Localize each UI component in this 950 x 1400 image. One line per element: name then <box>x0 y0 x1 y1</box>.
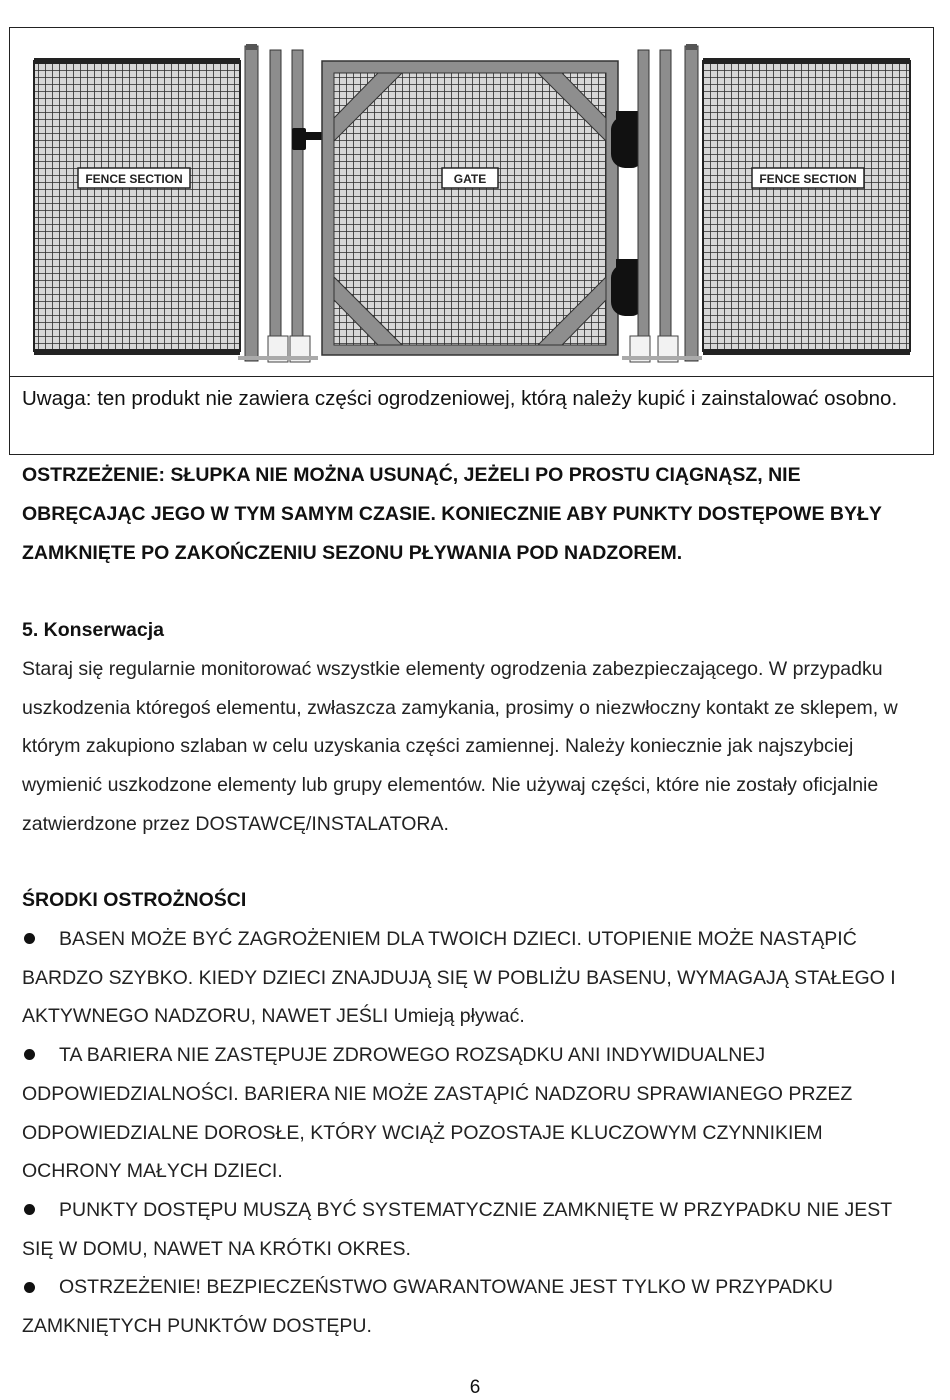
list-item <box>22 1036 927 1191</box>
warning-paragraph: OSTRZEŻENIE: SŁUPKA NIE MOŻNA USUNĄĆ, JEŻELI PO PROSTU CIĄGNĄSZ, NIE OBRĘCAJĄC JEGO W TYM SAMYM CZASIE. KONIECZNIE ABY PUNKTY DOSTĘPOWE BYŁY ZAMKNIĘTE PO ZAKOŃCZENIU SEZONU PŁYWANIA POD NADZOREM. <box>22 464 882 564</box>
maintenance-heading: 5. Konserwacja <box>22 619 164 641</box>
safety-heading: ŚRODKI OSTROŻNOŚCI <box>22 889 247 911</box>
fence-gate-illustration <box>10 28 935 378</box>
left-fence-panel <box>34 58 240 355</box>
list-item <box>22 920 927 1036</box>
list-item <box>22 1268 927 1345</box>
fence-section-label-right: FENCE SECTION <box>759 172 857 186</box>
fence-gate-figure <box>9 27 934 377</box>
gate-label: GATE <box>453 172 487 186</box>
note-box <box>9 376 934 455</box>
left-posts <box>238 44 318 362</box>
bullet-text: TA BARIERA NIE ZASTĘPUJE ZDROWEGO ROZSĄDKU ANI INDYWIDUALNEJ ODPOWIEDZIALNOŚCI. BARIERA NIE MOŻE ZASTĄPIĆ NADZORU SPRAWIANEGO PRZEZ ODPOWIEDZIALNE DOROSŁE, KTÓRY WCIĄŻ POZOSTAJE KLUCZOWYM CZYNNIKIEM OCHRONY MAŁYCH DZIECI. <box>22 1044 853 1183</box>
bullet-icon <box>24 1204 35 1215</box>
bullet-text: PUNKTY DOSTĘPU MUSZĄ BYĆ SYSTEMATYCZNIE ZAMKNIĘTE W PRZYPADKU NIE JEST SIĘ W DOMU, NAWET NA KRÓTKI OKRES. <box>22 1198 892 1260</box>
bullet-text: OSTRZEŻENIE! BEZPIECZEŃSTWO GWARANTOWANE JEST TYLKO W PRZYPADKU ZAMKNIĘTYCH PUNKTÓW DOSTĘPU. <box>22 1276 833 1338</box>
maintenance-paragraph: Staraj się regularnie monitorować wszystkie elementy ogrodzenia zabezpieczającego. W przypadku uszkodzenia któregoś elementu, zwłaszcza zamykania, prosimy o niezwłoczny kontakt ze sklepem, w którym zakupiono szlaban w celu uzyskania części zamiennej. Należy koniecznie jak najszybciej wymienić uszkodzone elementy lub grupy elementów. Nie używaj części, które nie zostały oficjalnie zatwierdzone przez DOSTAWCĘ/INSTALATORA. <box>22 658 898 835</box>
safety-bullet-list <box>22 920 927 1346</box>
bullet-icon <box>24 933 35 944</box>
bullet-icon <box>24 1282 35 1293</box>
right-fence-panel <box>703 58 910 355</box>
list-item <box>22 1191 927 1268</box>
bullet-icon <box>24 1049 35 1060</box>
note-text: Uwaga: ten produkt nie zawiera części ogrodzeniowej, którą należy kupić i zainstalować osobno. <box>22 387 898 410</box>
page-number: 6 <box>469 1377 481 1398</box>
bullet-text: BASEN MOŻE BYĆ ZAGROŻENIEM DLA TWOICH DZIECI. UTOPIENIE MOŻE NASTĄPIĆ BARDZO SZYBKO. KIEDY DZIECI ZNAJDUJĄ SIĘ W POBLIŻU BASENU, WYMAGAJĄ STAŁEGO I AKTYWNEGO NADZORU, NAWET JEŚLI Umieją pływać. <box>22 928 896 1028</box>
fence-section-label-left: FENCE SECTION <box>85 172 183 186</box>
gate-panel <box>322 61 618 355</box>
